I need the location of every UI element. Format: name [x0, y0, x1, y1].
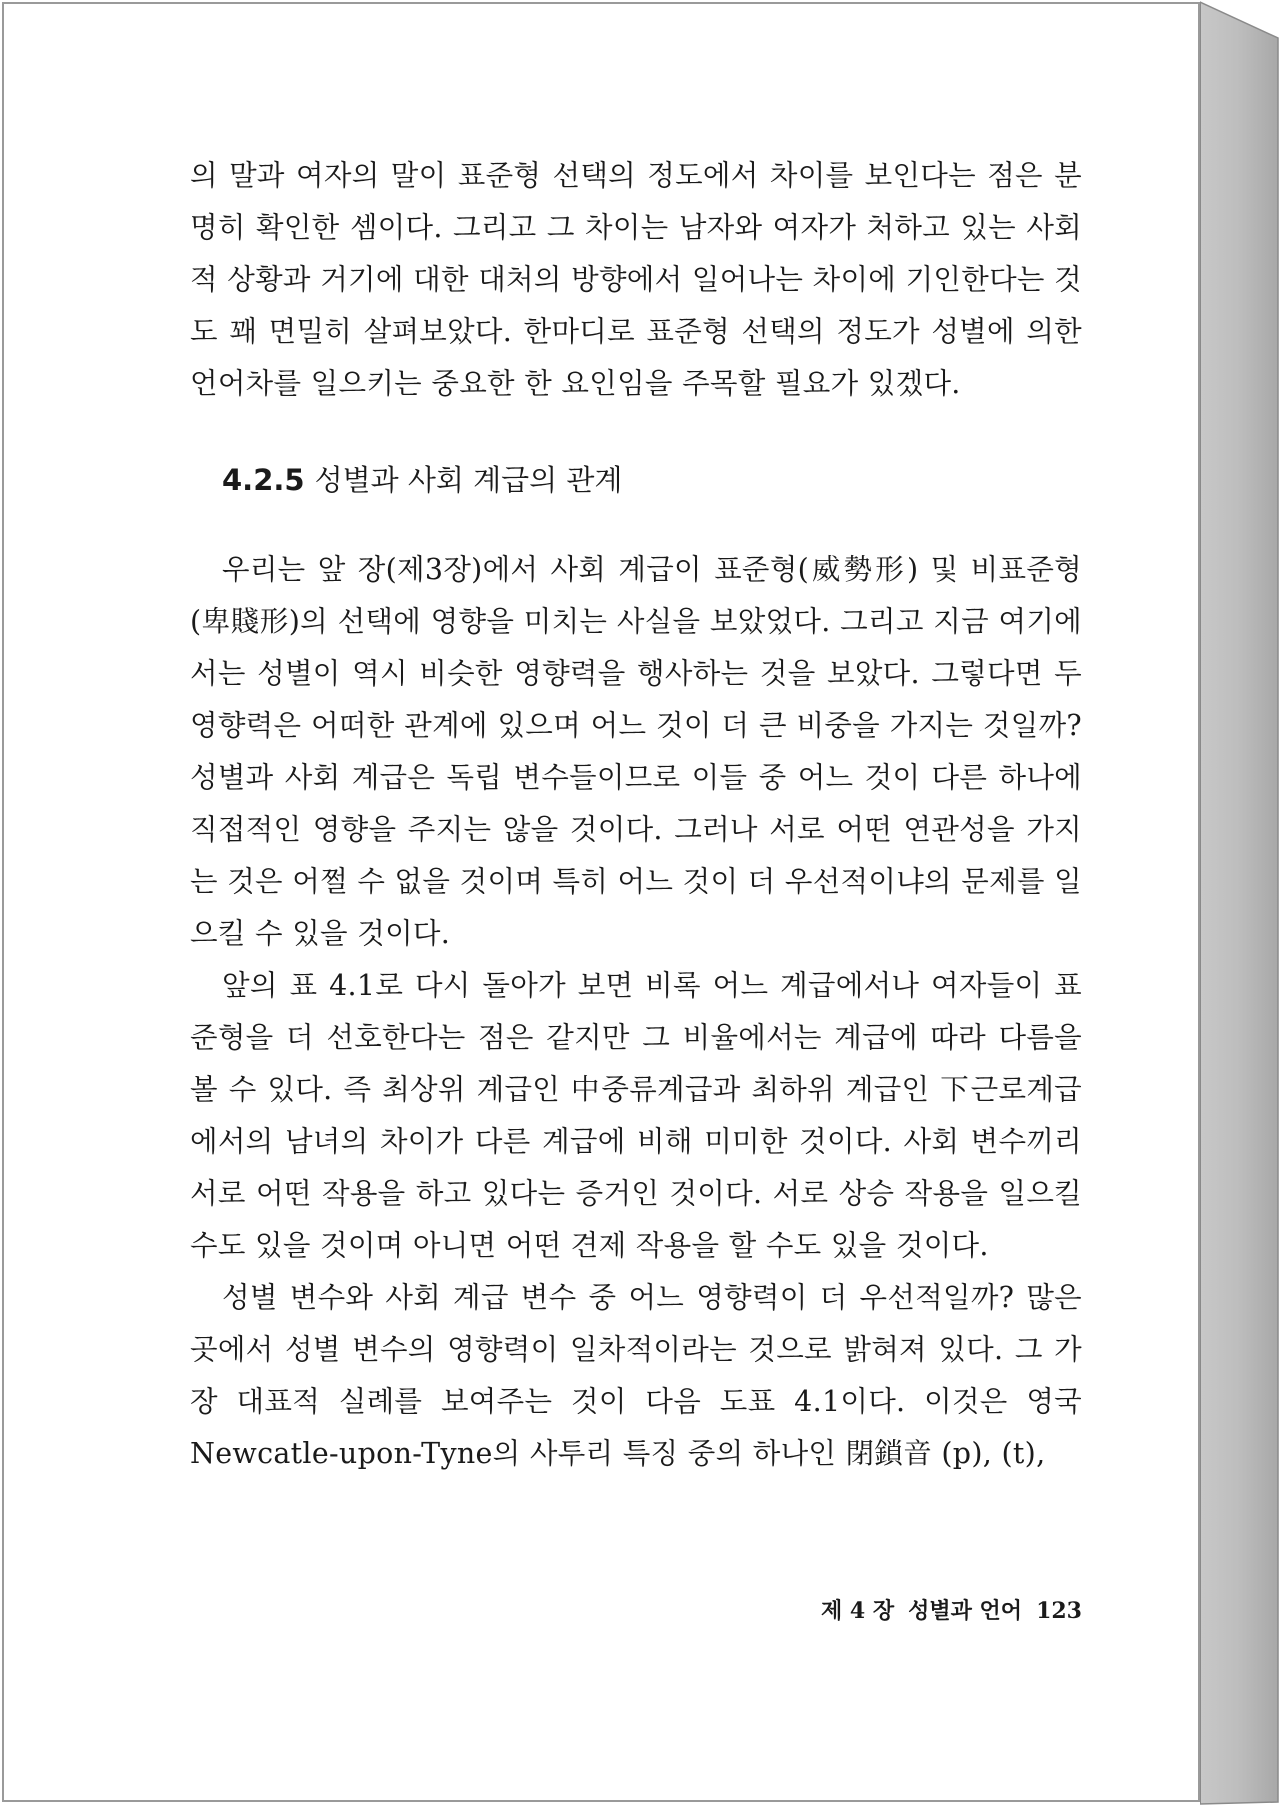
paragraph-2: 앞의 표 4.1로 다시 돌아가 보면 비록 어느 계급에서나 여자들이 표준형을 더 선호한다는 점은 같지만 그 비율에서는 계급에 따라 다름을 볼 수 있다. 즉 최상위 계급인 中중류계급과 최하위 계급인 下근로계급에서의 남녀의 차이가 다른 계급에 비해 미미한 것이다. 사회 변수끼리 서로 어떤 작용을 하고 있다는 증거인 것이다. 서로 상승 작용을 일으킬 수도 있을 것이며 아니면 어떤 견제 작용을 할 수도 있을 것이다.	[190, 969, 1082, 1262]
footer-chapter-title: 성별과 언어	[908, 1598, 1023, 1624]
section-number: 4.2.5	[222, 463, 305, 497]
paragraph-1: 우리는 앞 장(제3장)에서 사회 계급이 표준형(威勢形) 및 비표준형(卑賤形)의 선택에 영향을 미치는 사실을 보았었다. 그리고 지금 여기에서는 성별이 역시 비슷한 영향력을 행사하는 것을 보았다. 그렇다면 두 영향력은 어떠한 관계에 있으며 어느 것이 더 큰 비중을 가지는 것일까? 성별과 사회 계급은 독립 변수들이므로 이들 중 어느 것이 다른 하나에 직접적인 영향을 주지는 않을 것이다. 그러나 서로 어떤 연관성을 가지는 것은 어쩔 수 없을 것이며 특히 어느 것이 더 우선적이냐의 문제를 일으킬 수 있을 것이다.	[190, 553, 1082, 950]
section-heading	[222, 454, 1082, 506]
page-body	[190, 150, 1082, 1480]
page-number: 123	[1036, 1598, 1082, 1624]
footer-chapter: 제 4 장	[821, 1598, 895, 1624]
book-page	[2, 2, 1200, 1802]
section-title: 성별과 사회 계급의 관계	[314, 463, 623, 497]
paragraph-continued: 의 말과 여자의 말이 표준형 선택의 정도에서 차이를 보인다는 점은 분명히 확인한 셈이다. 그리고 그 차이는 남자와 여자가 처하고 있는 사회적 상황과 거기에 대한 대처의 방향에서 일어나는 차이에 기인한다는 것도 꽤 면밀히 살펴보았다. 한마디로 표준형 선택의 정도가 성별에 의한 언어차를 일으키는 중요한 한 요인임을 주목할 필요가 있겠다.	[190, 159, 1082, 400]
page-footer	[770, 1594, 1082, 1625]
book-edge	[1200, 0, 1280, 1806]
paragraph-3: 성별 변수와 사회 계급 변수 중 어느 영향력이 더 우선적일까? 많은 곳에서 성별 변수의 영향력이 일차적이라는 것으로 밝혀져 있다. 그 가장 대표적 실례를 보여주는 것이 다음 도표 4.1이다. 이것은 영국 Newcatle-upon-Tyne의 사투리 특징 중의 하나인 閉鎖音 (p), (t),	[190, 1281, 1082, 1470]
